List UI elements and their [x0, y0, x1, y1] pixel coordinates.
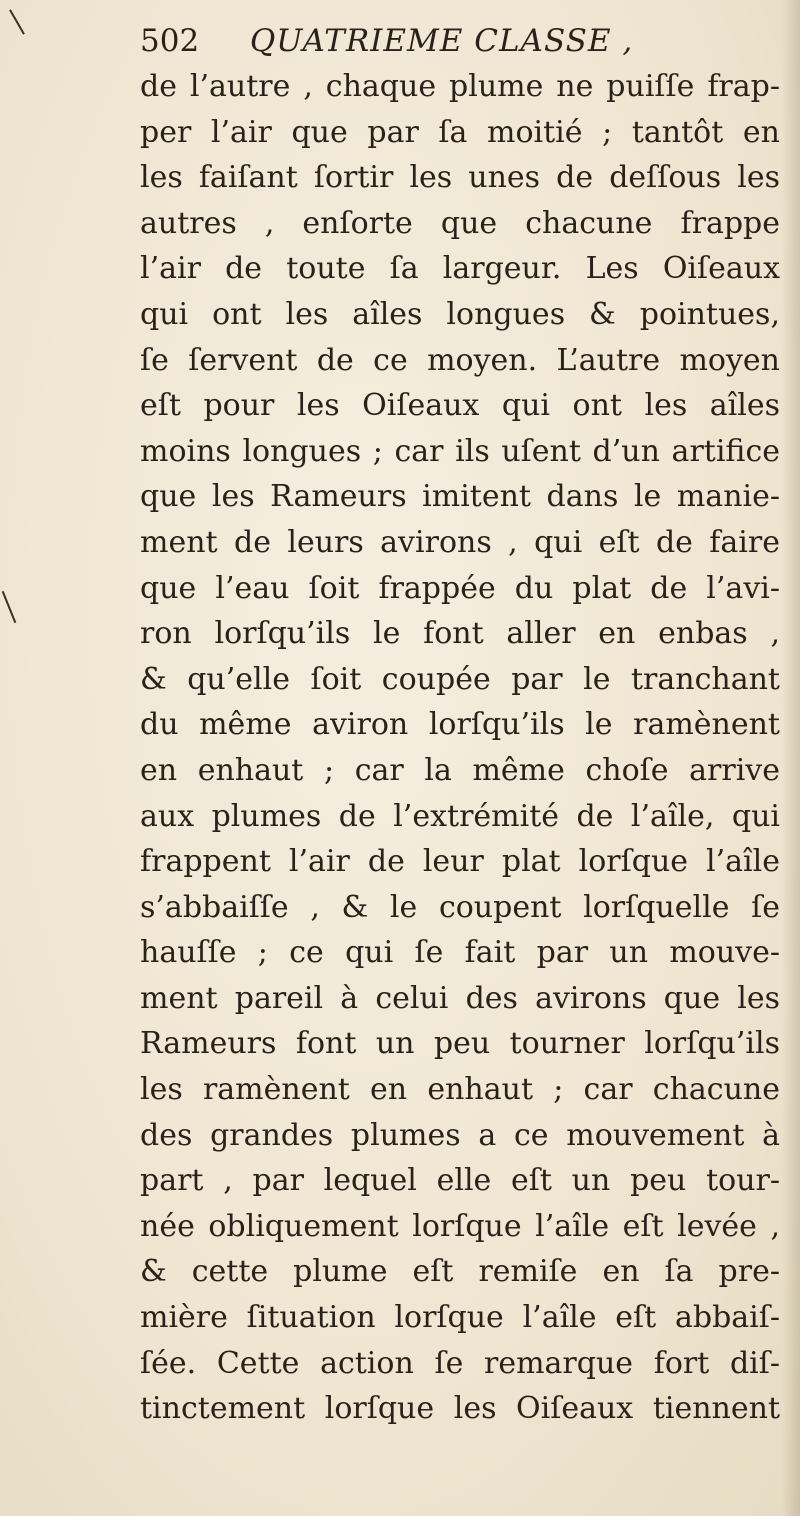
- text-line: des grandes plumes a ce mouvement à: [140, 1117, 780, 1153]
- text-line: tinctement lorſque les Oiſeaux tiennent: [140, 1391, 780, 1427]
- running-title: QUATRIEME CLASSE ,: [249, 23, 634, 59]
- text-line: aux plumes de l’extrémité de l’aîle, qui: [140, 798, 780, 834]
- text-line: hauſſe ; ce qui ſe fait par un mouve-: [140, 935, 780, 971]
- text-line: moins longues ; car ils uſent d’un artifice: [140, 433, 780, 469]
- text-line: mière ſituation lorſque l’aîle eſt abbaiſ-: [140, 1300, 780, 1336]
- text-line: que les Rameurs imitent dans le manie-: [140, 479, 780, 515]
- text-line: frappent l’air de leur plat lorſque l’aîle: [140, 844, 780, 880]
- text-line: née obliquement lorſque l’aîle eſt levée ,: [140, 1208, 780, 1244]
- text-line: Rameurs font un peu tourner lorſqu’ils: [140, 1026, 780, 1062]
- text-line: ment pareil à celui des avirons que les: [140, 980, 780, 1016]
- text-line: ment de leurs avirons , qui eſt de faire: [140, 524, 780, 560]
- text-line: ſée. Cette action ſe remarque fort diſ-: [140, 1345, 780, 1381]
- text-line: per l’air que par ſa moitié ; tantôt en: [140, 114, 780, 150]
- text-line: les faiſant ſortir les unes de deſſous les: [140, 160, 780, 196]
- text-line: autres , enſorte que chacune frappe: [140, 205, 780, 241]
- text-line: & qu’elle ſoit coupée par le tranchant: [140, 661, 780, 697]
- text-line: ron lorſqu’ils le font aller en enbas ,: [140, 616, 780, 652]
- text-line: que l’eau ſoit frappée du plat de l’avi-: [140, 570, 780, 606]
- text-line: l’air de toute ſa largeur. Les Oiſeaux: [140, 251, 780, 287]
- text-line: les ramènent en enhaut ; car chacune: [140, 1072, 780, 1108]
- corner-mark: [9, 9, 25, 34]
- text-line: qui ont les aîles longues & pointues,: [140, 296, 780, 332]
- page-number: 502: [140, 23, 200, 59]
- text-line: part , par lequel elle eſt un peu tour-: [140, 1163, 780, 1199]
- text-line: & cette plume eſt remiſe en ſa pre-: [140, 1254, 780, 1290]
- gutter-shadow: [782, 0, 800, 1516]
- page-header: [140, 18, 780, 64]
- text-line: ſe ſervent de ce moyen. L’autre moyen: [140, 342, 780, 378]
- text-line: en enhaut ; car la même choſe arrive: [140, 752, 780, 788]
- text-line: de l’autre , chaque plume ne puiſſe frap-: [140, 69, 780, 104]
- text-line: du même aviron lorſqu’ils le ramènent: [140, 707, 780, 743]
- text-line: eſt pour les Oiſeaux qui ont les aîles: [140, 388, 780, 424]
- body-text: [140, 64, 780, 1432]
- margin-mark: [2, 591, 17, 623]
- text-line: s’abbaiſſe , & le coupent lorſquelle ſe: [140, 889, 780, 925]
